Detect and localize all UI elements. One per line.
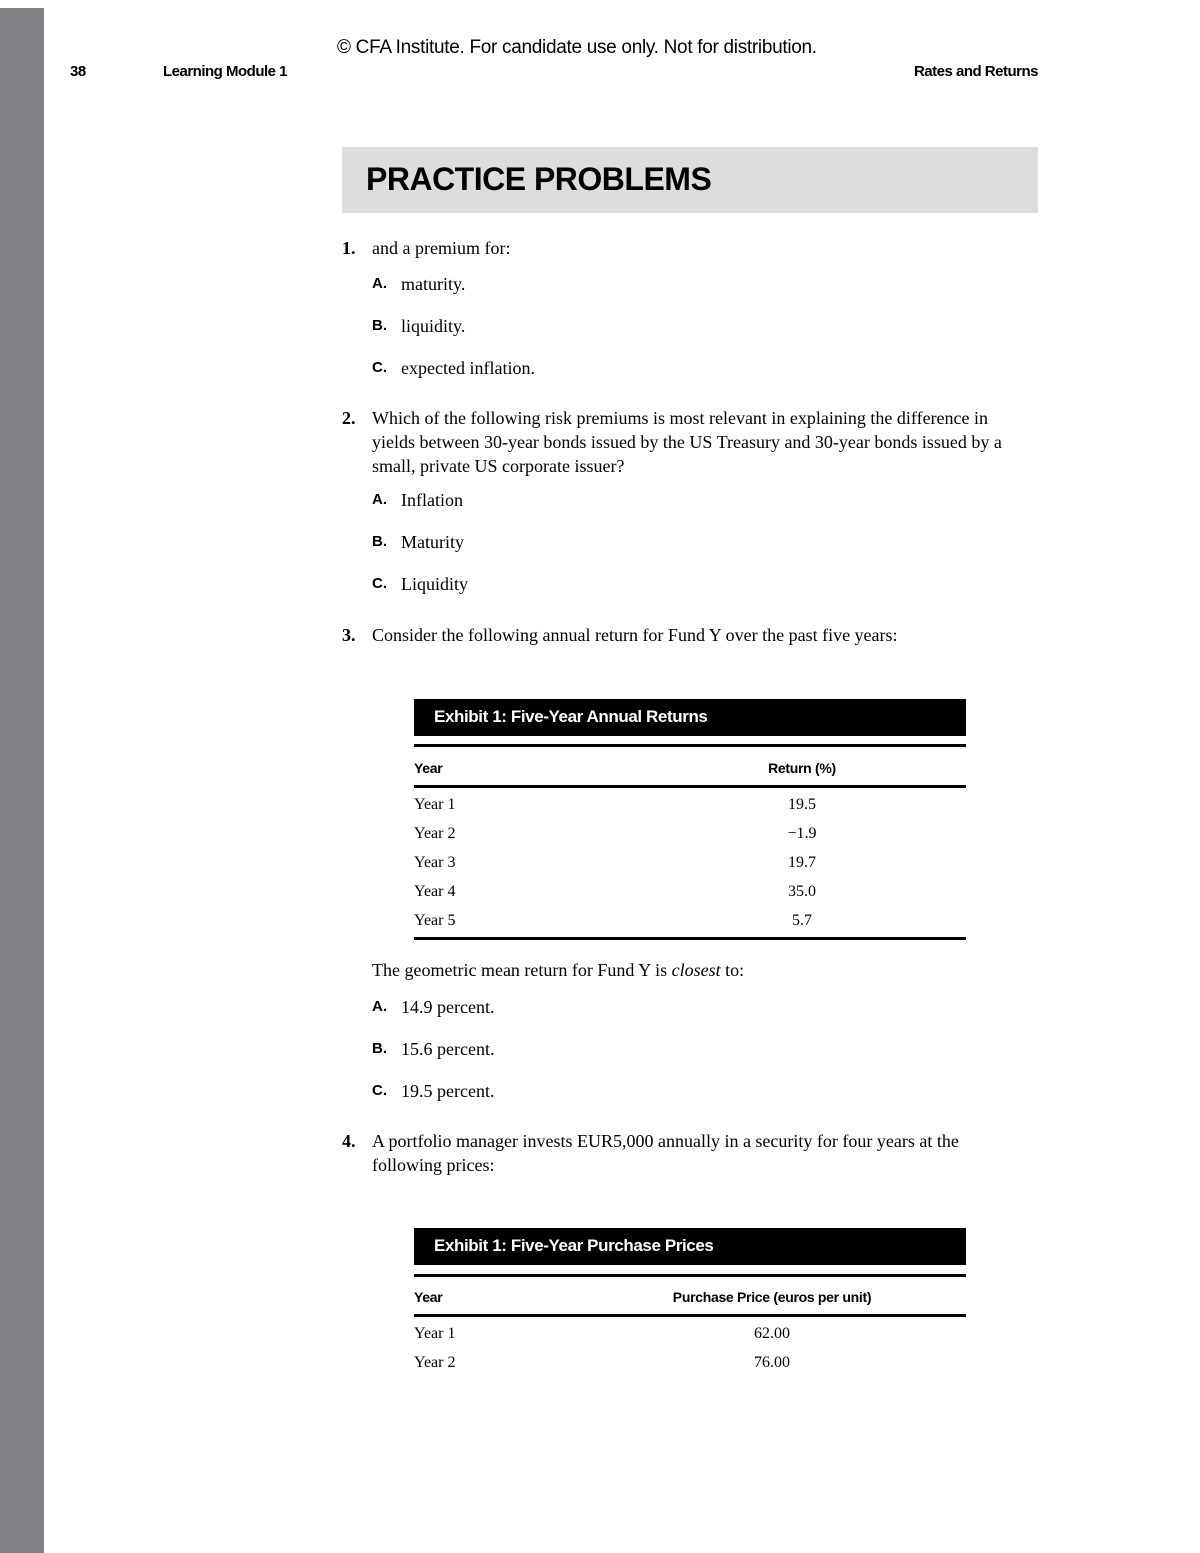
- table-cell-return: 19.7: [788, 854, 816, 871]
- table-cell-year: Year 1: [414, 1325, 456, 1342]
- q1-option-b: liquidity.: [401, 316, 466, 336]
- question-4-number: 4.: [342, 1131, 356, 1151]
- q3-option-b-label: B.: [372, 1040, 387, 1057]
- table-cell-return: 35.0: [788, 883, 816, 900]
- q2-option-b: Maturity: [401, 532, 464, 552]
- table-cell-year: Year 3: [414, 854, 456, 871]
- q1-option-b-label: B.: [372, 317, 387, 334]
- table-rule: [414, 937, 966, 940]
- table-rule: [414, 1274, 966, 1277]
- question-3-number: 3.: [342, 625, 356, 645]
- exhibit-prices-title-bar: [414, 1228, 966, 1265]
- table-cell-year: Year 4: [414, 883, 456, 900]
- q3-option-a-label: A.: [372, 998, 387, 1015]
- table-cell-return: 19.5: [788, 796, 816, 813]
- table-rule: [414, 744, 966, 747]
- question-4-text: A portfolio manager invests EUR5,000 annually in a security for four years at the following prices:: [372, 1131, 959, 1175]
- section-title: PRACTICE PROBLEMS: [366, 161, 712, 197]
- followup-emphasis: closest: [671, 960, 721, 980]
- question-1-number: 1.: [342, 238, 356, 258]
- exhibit-returns-title: Exhibit 1: Five-Year Annual Returns: [434, 707, 708, 726]
- exhibit-prices-title: Exhibit 1: Five-Year Purchase Prices: [434, 1236, 714, 1255]
- table-rule: [414, 785, 966, 788]
- question-2-text: Which of the following risk premiums is most relevant in explaining the difference in yields between 30-year bonds issued by the US Treasury and 30-year bonds issued by a small, private US corporate issuer?: [372, 408, 1002, 476]
- column-header-return: Return (%): [768, 760, 836, 776]
- q2-option-c-label: C.: [372, 575, 387, 592]
- table-cell-year: Year 2: [414, 1354, 456, 1371]
- table-cell-price: 76.00: [754, 1354, 790, 1371]
- table-cell-year: Year 2: [414, 825, 456, 842]
- q2-option-b-label: B.: [372, 533, 387, 550]
- question-3-followup: [372, 958, 1032, 982]
- q3-option-c: 19.5 percent.: [401, 1081, 495, 1101]
- question-1-text: and a premium for:: [372, 238, 511, 258]
- q3-option-c-label: C.: [372, 1082, 387, 1099]
- followup-prefix: The geometric mean return for Fund Y is: [372, 960, 672, 980]
- question-2-number: 2.: [342, 408, 356, 428]
- q1-option-a-label: A.: [372, 275, 387, 292]
- page-number: 38: [70, 63, 86, 80]
- question-3-text: Consider the following annual return for Fund Y over the past five years:: [372, 625, 898, 645]
- q2-option-a-label: A.: [372, 491, 387, 508]
- q1-option-a: maturity.: [401, 274, 466, 294]
- q2-option-a: Inflation: [401, 490, 463, 510]
- table-cell-year: Year 1: [414, 796, 456, 813]
- q1-option-c: expected inflation.: [401, 358, 535, 378]
- column-header-purchase-price: Purchase Price (euros per unit): [672, 1289, 872, 1305]
- q3-option-b: 15.6 percent.: [401, 1039, 495, 1059]
- table-rule: [414, 1314, 966, 1317]
- running-title: Rates and Returns: [913, 63, 1038, 80]
- table-cell-price: 62.00: [754, 1325, 790, 1342]
- q3-option-a: 14.9 percent.: [401, 997, 495, 1017]
- exhibit-returns-title-bar: [414, 699, 966, 736]
- module-label: Learning Module 1: [163, 63, 288, 80]
- q2-option-c: Liquidity: [401, 574, 468, 594]
- section-title-bar: [342, 147, 1038, 213]
- column-header-year: Year: [414, 1289, 443, 1305]
- page-edge-bar: [0, 8, 44, 1553]
- table-cell-return: −1.9: [787, 825, 817, 842]
- table-cell-return: 5.7: [792, 912, 812, 929]
- q1-option-c-label: C.: [372, 359, 387, 376]
- copyright-notice: © CFA Institute. For candidate use only. Not for distribution.: [337, 37, 817, 58]
- followup-suffix: to:: [720, 960, 745, 980]
- table-cell-year: Year 5: [414, 912, 456, 929]
- column-header-year: Year: [414, 760, 443, 776]
